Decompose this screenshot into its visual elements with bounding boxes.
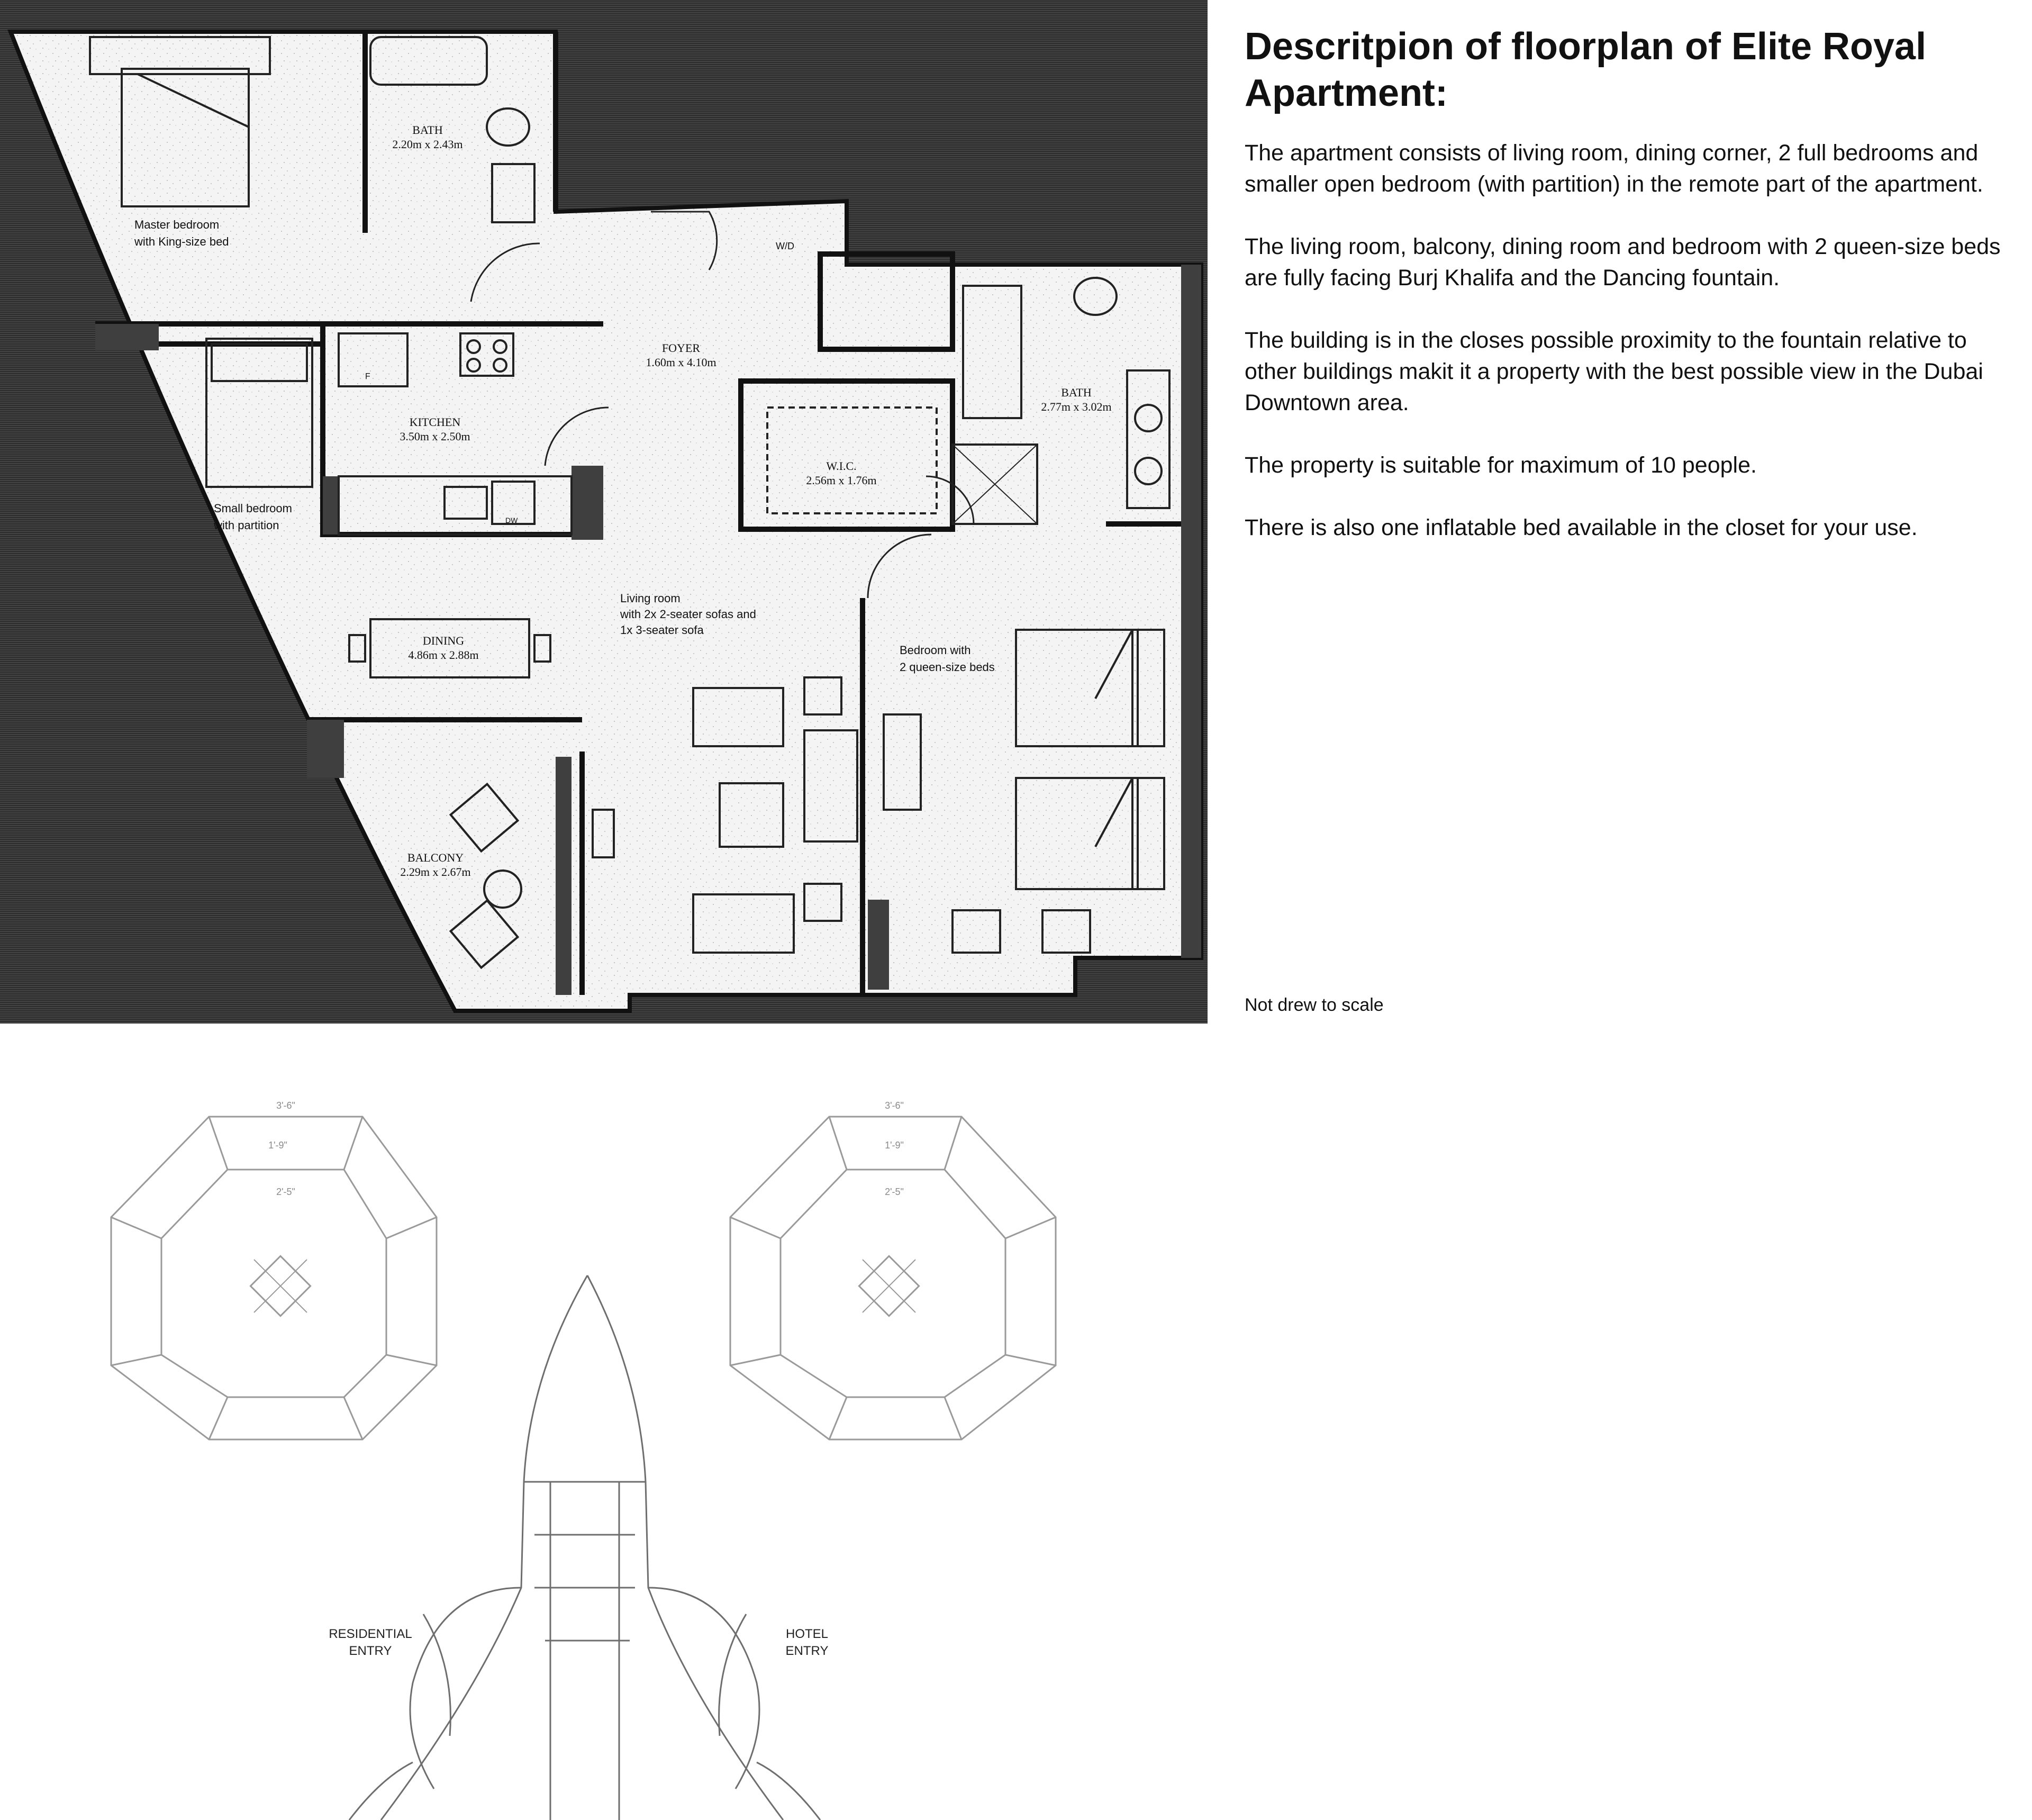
description-paragraph-1: The apartment consists of living room, dining corner, 2 full bedrooms and smaller open bedroom (with partition) in the remote part of the apartment. [1245,140,1983,197]
dimension-top-left: 3'-6" [276,1100,295,1111]
note-queen-bedroom-2: 2 queen-size beds [900,660,995,674]
hotel-entry-label-2: ENTRY [785,1644,829,1658]
room-size-bath-right: 2.77m x 3.02m [1041,400,1112,413]
room-name-foyer: FOYER [661,341,701,355]
room-size-dining: 4.86m x 2.88m [408,648,479,662]
site-plan-sketch [111,1117,1056,1820]
dimension-bottom-right: 2'-5" [885,1187,904,1197]
note-living-room-1: Living room [620,592,681,605]
room-size-bath-top: 2.20m x 2.43m [392,138,463,151]
dimension-mid-left: 1'-9" [268,1140,287,1151]
residential-entry-label-2: ENTRY [349,1644,392,1658]
room-size-foyer: 1.60m x 4.10m [646,356,716,369]
room-size-kitchen: 3.50m x 2.50m [400,430,470,443]
note-small-bedroom-2: with partition [214,519,279,532]
fixture-dishwasher: DW [505,516,518,524]
note-living-room-3: 1x 3-seater sofa [620,623,704,637]
room-size-balcony: 2.29m x 2.67m [400,865,471,879]
note-living-room-2: with 2x 2-seater sofas and [620,608,756,621]
dimension-bottom-left: 2'-5" [276,1187,295,1197]
description-paragraph-4: The property is suitable for maximum of 10 people. [1245,452,1757,478]
room-name-dining: DINING [422,634,465,647]
description-paragraph-5: There is also one inflatable bed available in the closet for your use. [1245,515,1918,540]
octagon-left [111,1117,437,1439]
room-name-bath-top: BATH [412,123,443,137]
room-size-wic: 2.56m x 1.76m [806,474,877,487]
description-panel [1245,23,2007,575]
dimension-mid-right: 1'-9" [885,1140,904,1151]
room-name-kitchen: KITCHEN [409,415,461,429]
fixture-fridge: F [365,372,370,381]
residential-entry-label-1: RESIDENTIAL [329,1627,412,1641]
description-paragraph-2: The living room, balcony, dining room and bedroom with 2 queen-size beds are fully facing Burj Khalifa and the Dancing fountain. [1245,234,2001,291]
fixture-washer-dryer: W/D [776,241,794,251]
note-master-bedroom-2: with King-size bed [134,235,229,248]
note-queen-bedroom-1: Bedroom with [900,644,971,657]
note-master-bedroom-1: Master bedroom [134,218,220,231]
description-title: Descritpion of floorplan of Elite Royal Apartment: [1245,25,1927,114]
tower-plan [349,1275,820,1820]
octagon-right [730,1117,1056,1439]
dimension-top-right: 3'-6" [885,1100,904,1111]
hotel-entry-label-1: HOTEL [785,1627,829,1641]
floorplan-image [0,0,1208,1024]
note-small-bedroom-1: Small bedroom [214,502,292,515]
room-name-balcony: BALCONY [407,851,464,864]
description-paragraph-3: The building is in the closes possible proximity to the fountain relative to other buildings makit it a property with the best possible view in the Dubai Downtown area. [1245,328,1983,415]
room-name-wic: W.I.C. [826,459,857,473]
scale-note: Not drew to scale [1245,995,1384,1015]
room-name-bath-right: BATH [1061,386,1092,399]
